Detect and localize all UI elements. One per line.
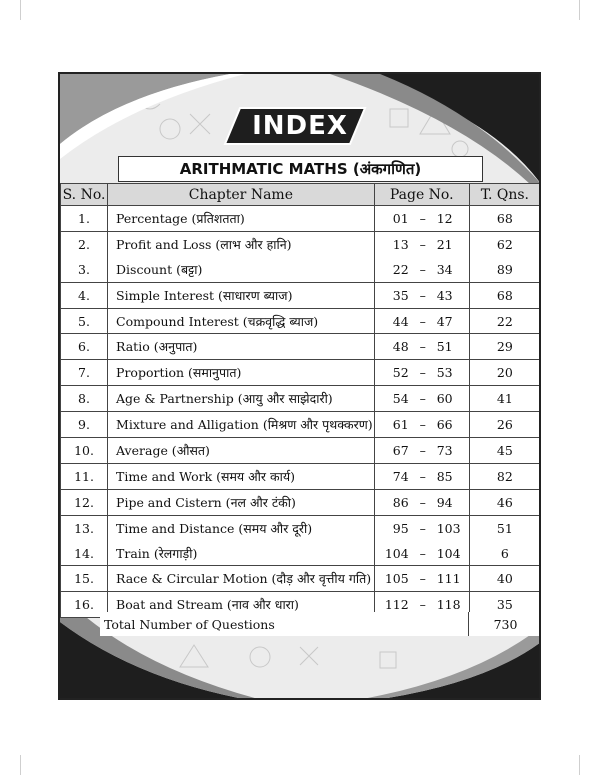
row-chapter: Average (औसत): [108, 438, 375, 464]
row-sno: 15.: [61, 566, 108, 592]
row-questions: 89: [469, 257, 540, 282]
page-from: 52: [392, 365, 409, 381]
row-questions: 22: [469, 308, 540, 334]
row-pages: [374, 360, 469, 386]
page-to: 104: [436, 545, 461, 561]
row-chapter: Pipe and Cistern (नल और टंकी): [108, 489, 375, 515]
page-from: 61: [392, 417, 409, 433]
row-pages: [374, 438, 469, 464]
page-dash: –: [419, 313, 426, 329]
page-dash: –: [419, 287, 426, 303]
page-from: 105: [384, 571, 409, 587]
row-pages: [374, 412, 469, 438]
table-row: [61, 515, 541, 540]
page-to: 43: [436, 287, 453, 303]
row-pages: [374, 231, 469, 256]
page-dash: –: [419, 597, 426, 613]
row-chapter: Simple Interest (साधारण ब्याज): [108, 282, 375, 308]
crop-mark: [579, 0, 580, 20]
row-sno: 13.: [61, 515, 108, 540]
row-sno: 14.: [61, 541, 108, 566]
row-chapter: Train (रेलगाड़ी): [108, 541, 375, 566]
page-to: 51: [436, 339, 453, 355]
table-row: [61, 438, 541, 464]
table-row: [61, 489, 541, 515]
row-sno: 5.: [61, 308, 108, 334]
page-dash: –: [419, 520, 426, 536]
page-to: 21: [436, 236, 453, 252]
column-header-questions: T. Qns.: [469, 184, 540, 206]
row-pages: [374, 541, 469, 566]
row-questions: 20: [469, 360, 540, 386]
page-dash: –: [419, 391, 426, 407]
table-row: [61, 412, 541, 438]
section-title: ARITHMATIC MATHS (अंकगणित): [118, 156, 483, 182]
page-from: 48: [392, 339, 409, 355]
table-row: [61, 334, 541, 360]
row-pages: [374, 308, 469, 334]
row-sno: 6.: [61, 334, 108, 360]
page-from: 74: [392, 468, 409, 484]
row-questions: 82: [469, 463, 540, 489]
page-dash: –: [419, 210, 426, 226]
row-pages: [374, 334, 469, 360]
page-to: 103: [436, 520, 461, 536]
index-page: [58, 72, 541, 700]
row-questions: 62: [469, 231, 540, 256]
page-from: 86: [392, 494, 409, 510]
page-dash: –: [419, 365, 426, 381]
row-chapter: Age & Partnership (आयु और साझेदारी): [108, 386, 375, 412]
row-questions: 26: [469, 412, 540, 438]
table-row: [61, 360, 541, 386]
row-pages: [374, 386, 469, 412]
page-to: 94: [436, 494, 453, 510]
crop-mark: [20, 0, 21, 20]
page-from: 13: [392, 236, 409, 252]
page-dash: –: [419, 494, 426, 510]
column-header-pages: Page No.: [374, 184, 469, 206]
row-questions: 6: [469, 541, 540, 566]
page-dash: –: [419, 261, 426, 277]
page-from: 22: [392, 261, 409, 277]
page-from: 35: [392, 287, 409, 303]
table-row: [61, 257, 541, 282]
index-title: INDEX: [252, 111, 348, 141]
row-chapter: Mixture and Alligation (मिश्रण और पृथक्करण): [108, 412, 375, 438]
row-chapter: Percentage (प्रतिशतता): [108, 206, 375, 232]
row-sno: 10.: [61, 438, 108, 464]
crop-mark: [20, 755, 21, 775]
row-pages: [374, 515, 469, 540]
page-to: 47: [436, 313, 453, 329]
column-header-sno: S. No.: [61, 184, 108, 206]
page-dash: –: [419, 236, 426, 252]
page-to: 73: [436, 442, 453, 458]
page-from: 104: [384, 545, 409, 561]
page-dash: –: [419, 545, 426, 561]
page-to: 85: [436, 468, 453, 484]
table-row: [61, 206, 541, 232]
page-dash: –: [419, 442, 426, 458]
table-row: [61, 541, 541, 566]
row-sno: 11.: [61, 463, 108, 489]
total-value: 730: [468, 612, 541, 636]
page-to: 60: [436, 391, 453, 407]
row-questions: 29: [469, 334, 540, 360]
row-chapter: Boat and Stream (नाव और धारा): [108, 592, 375, 618]
page-to: 118: [436, 597, 461, 613]
row-chapter: Time and Distance (समय और दूरी): [108, 515, 375, 540]
row-chapter: Ratio (अनुपात): [108, 334, 375, 360]
row-questions: 68: [469, 282, 540, 308]
row-pages: [374, 463, 469, 489]
page-from: 67: [392, 442, 409, 458]
page-to: 66: [436, 417, 453, 433]
index-table: [60, 183, 541, 618]
page-dash: –: [419, 339, 426, 355]
table-row: [61, 308, 541, 334]
page-dash: –: [419, 468, 426, 484]
column-header-chapter: Chapter Name: [108, 184, 375, 206]
row-sno: 8.: [61, 386, 108, 412]
row-sno: 9.: [61, 412, 108, 438]
row-sno: 7.: [61, 360, 108, 386]
row-chapter: Compound Interest (चक्रवृद्धि ब्याज): [108, 308, 375, 334]
row-questions: 35: [469, 592, 540, 618]
row-questions: 40: [469, 566, 540, 592]
row-questions: 51: [469, 515, 540, 540]
row-chapter: Profit and Loss (लाभ और हानि): [108, 231, 375, 256]
page-dash: –: [419, 571, 426, 587]
row-pages: [374, 489, 469, 515]
total-label: Total Number of Questions: [100, 612, 468, 636]
table-row: [61, 282, 541, 308]
row-pages: [374, 282, 469, 308]
row-sno: 2.: [61, 231, 108, 256]
row-pages: [374, 206, 469, 232]
row-sno: 1.: [61, 206, 108, 232]
total-row: [60, 612, 541, 638]
page-from: 01: [392, 210, 409, 226]
page-dash: –: [419, 417, 426, 433]
table-body: [61, 206, 541, 618]
row-sno: 3.: [61, 257, 108, 282]
row-sno: 16.: [61, 592, 108, 618]
row-sno: 12.: [61, 489, 108, 515]
row-questions: 46: [469, 489, 540, 515]
page-from: 54: [392, 391, 409, 407]
page-from: 44: [392, 313, 409, 329]
page-to: 53: [436, 365, 453, 381]
row-chapter: Proportion (समानुपात): [108, 360, 375, 386]
table-row: [61, 231, 541, 256]
row-chapter: Discount (बट्टा): [108, 257, 375, 282]
page-from: 95: [392, 520, 409, 536]
row-questions: 68: [469, 206, 540, 232]
page-to: 34: [436, 261, 453, 277]
row-chapter: Time and Work (समय और कार्य): [108, 463, 375, 489]
table-row: [61, 463, 541, 489]
page-to: 111: [436, 571, 461, 587]
row-questions: 41: [469, 386, 540, 412]
table-header-row: [61, 184, 541, 206]
page-from: 112: [384, 597, 409, 613]
row-sno: 4.: [61, 282, 108, 308]
page-to: 12: [436, 210, 453, 226]
row-questions: 45: [469, 438, 540, 464]
table-row: [61, 386, 541, 412]
table-row: [61, 566, 541, 592]
row-chapter: Race & Circular Motion (दौड़ और वृत्तीय गति): [108, 566, 375, 592]
crop-mark: [579, 755, 580, 775]
row-pages: [374, 257, 469, 282]
row-pages: [374, 566, 469, 592]
